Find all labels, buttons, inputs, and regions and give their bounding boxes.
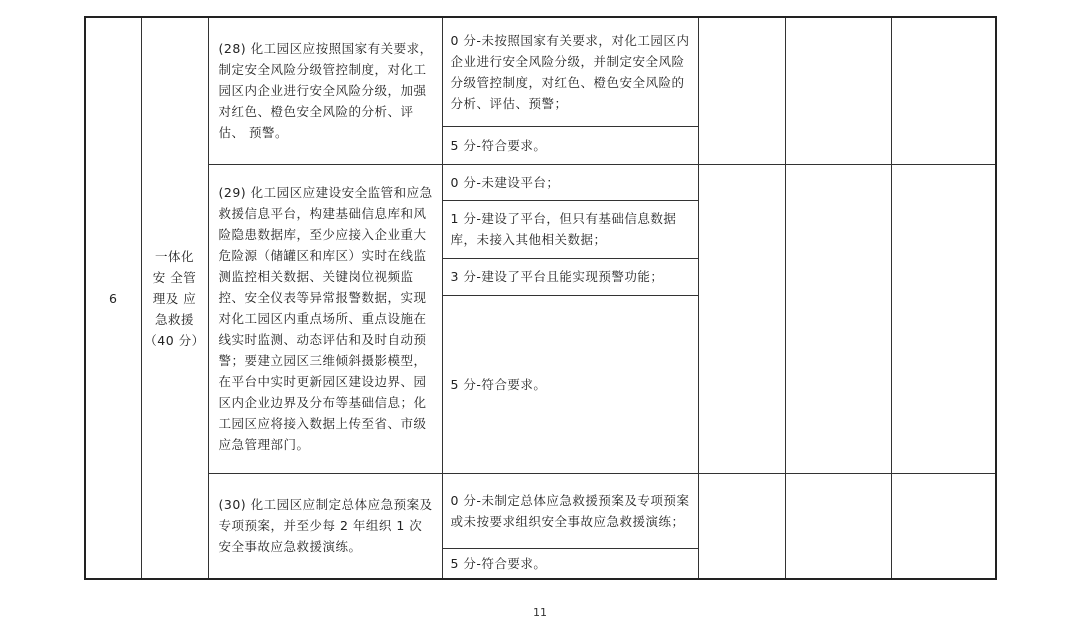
empty-cell: [891, 473, 996, 579]
empty-cell: [698, 17, 785, 164]
requirement-cell: (29) 化工园区应建设安全监管和应急救援信息平台，构建基础信息库和风险隐患数据库，至少应接入企业重大危险源（储罐区和库区）实时在线监测监控相关数据、关键岗位视频监控、安全仪表等异常报警数据，实现对化工园区内重点场所、重点设施在线实时监测、动态评估和及时自动预警；要建立园区三维倾斜摄影模型，在平台中实时更新园区建设边界、园区内企业边界及分布等基础信息；化工园区应将接入数据上传至省、市级应急管理部门。: [208, 164, 442, 473]
score-criteria-cell: 0 分-未建设平台；: [442, 164, 698, 200]
empty-cell: [891, 164, 996, 473]
category-line: 一体化: [154, 248, 194, 264]
category-line: 理及 应: [152, 290, 197, 306]
category-cell: [141, 17, 208, 579]
evaluation-table: [84, 16, 997, 580]
empty-cell: [698, 473, 785, 579]
score-criteria-cell: 0 分-未按照国家有关要求，对化工园区内企业进行安全风险分级，并制定安全风险分级管控制度，对红色、橙色安全风险的分析、评估、预警；: [442, 17, 698, 126]
score-criteria-cell: 3 分-建设了平台且能实现预警功能；: [442, 258, 698, 295]
category-line: 急救援: [154, 311, 194, 327]
empty-cell: [785, 164, 891, 473]
requirement-cell: (28) 化工园区应按照国家有关要求，制定安全风险分级管控制度，对化工园区内企业进行安全风险分级，加强对红色、橙色安全风险的分析、评估、 预警。: [208, 17, 442, 164]
score-criteria-cell: 0 分-未制定总体应急救援预案及专项预案或未按要求组织安全事故应急救援演练；: [442, 473, 698, 548]
score-criteria-cell: 5 分-符合要求。: [442, 548, 698, 579]
score-criteria-cell: 1 分-建设了平台，但只有基础信息数据库，未接入其他相关数据；: [442, 200, 698, 258]
empty-cell: [891, 17, 996, 164]
empty-cell: [785, 17, 891, 164]
section-number-cell: 6: [85, 17, 141, 579]
category-line: （40 分）: [144, 332, 205, 348]
empty-cell: [698, 164, 785, 473]
score-criteria-cell: 5 分-符合要求。: [442, 126, 698, 164]
table-row: [85, 473, 996, 548]
category-line: 安 全管: [152, 269, 197, 285]
page-number: 11: [533, 606, 547, 619]
requirement-cell: (30) 化工园区应制定总体应急预案及专项预案，并至少每 2 年组织 1 次安全事故应急救援演练。: [208, 473, 442, 579]
table-row: [85, 17, 996, 126]
table-row: [85, 164, 996, 200]
score-criteria-cell: 5 分-符合要求。: [442, 295, 698, 473]
empty-cell: [785, 473, 891, 579]
